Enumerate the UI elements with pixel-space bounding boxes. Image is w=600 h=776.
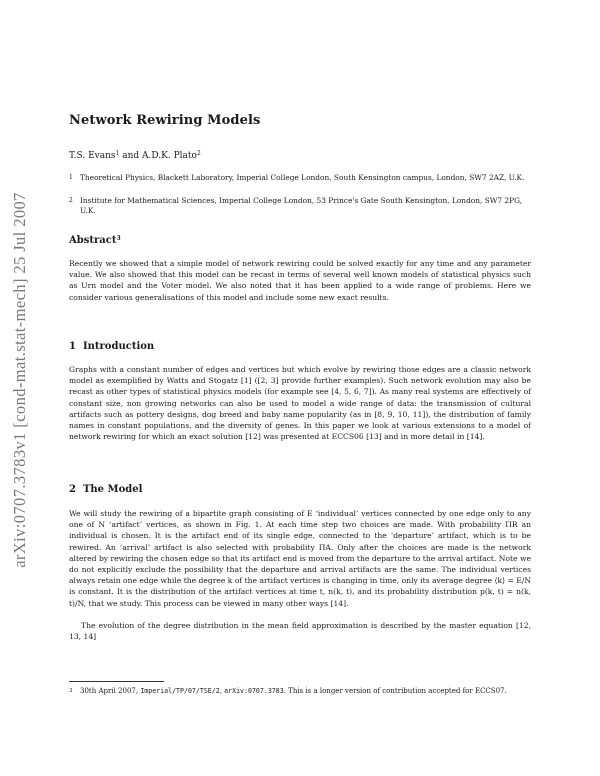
- affiliation-2: [69, 196, 531, 216]
- footnote-report-number: Imperial/TP/07/TSE/2: [140, 687, 220, 695]
- author-line: [69, 151, 201, 161]
- affiliation-2-text: Institute for Mathematical Sciences, Imperial College London, 53 Prince's Gate South Kensington, London, SW7 2PG, U.K.: [80, 196, 523, 215]
- footnote-text: [80, 686, 531, 696]
- section-2-heading: [69, 484, 142, 495]
- abstract-heading: [69, 235, 121, 246]
- section-2-paragraph-2: The evolution of the degree distribution in the mean field approximation is described by the master equation [12, 13, 14]: [69, 621, 531, 642]
- footnote-number: 3: [69, 688, 73, 694]
- abstract-heading-text: Abstract: [69, 235, 117, 246]
- affiliation-1-text: Theoretical Physics, Blackett Laboratory, Imperial College London, South Kensington campus, London, SW7 2AZ, U.K.: [80, 173, 525, 182]
- footnote: [69, 686, 531, 696]
- section-1-paragraph: Graphs with a constant number of edges and vertices but which evolve by rewiring those edges are a classic network model as exemplified by Watts and Stogatz [1] ([2, 3] provide further examples). Such network evolution may also be recast as other types of statistical physics models (for example see [4, 5, 6, 7]). As many real systems are effectively of constant size, non growing networks can also be used to model a wide range of data: the transmission of cultural artifacts such as pottery designs, dog breed and baby name popularity (as in [8, 9, 10, 11]), the distribution of family names in constant populations, and the diversity of genes. In this paper we look at various extensions to a model of network rewiring for which an exact solution [12] was presented at ECCS06 [13] and in more detail in [14].: [69, 365, 531, 442]
- affiliation-1: [69, 173, 531, 183]
- author-1-affiliation-mark: 1: [115, 150, 120, 157]
- arxiv-margin-stamp: [2, 150, 38, 610]
- footnote-divider: [69, 681, 164, 682]
- footnote-rest: . This is a longer version of contribution accepted for ECCS07.: [283, 687, 507, 695]
- section-1-heading: [69, 341, 154, 352]
- affiliation-2-number: 2: [69, 197, 73, 204]
- footnote-arxiv-id: arXiv:0707.3783: [224, 687, 284, 695]
- footnote-date: 30th April 2007,: [80, 687, 141, 695]
- section-2-paragraph-1: We will study the rewiring of a bipartite graph consisting of E ‘individual’ vertices connected by one edge only to any one of N ‘artifact’ vertices, as shown in Fig. 1. At each time step two choices are made. With probability ΠR an individual is chosen. It is the artifact end of its single edge, connected to the ‘departure’ artifact, which is to be rewired. An ‘arrival’ artifact is also selected with probability ΠA. Only after the choices are made is the network altered by rewiring the chosen edge so that its artifact end is moved from the departure to the arrival artifact. Note we do not explicitly exclude the possibility that the departure and arrival artifacts are the same. The individual vertices always retain one edge while the degree k of the artifact vertices is changing in time, only its average degree ⟨k⟩ = E/N is constant. It is the distribution of the artifact vertices at time t, n(k, t), and its probability distribution p(k, t) = n(k, t)/N, that we study. This process can be viewed in many other ways [14].: [69, 509, 531, 608]
- abstract-text: Recently we showed that a simple model of network rewiring could be solved exactly for any time and any parameter value. We also showed that this model can be recast in terms of several well known models of statistical physics such as Urn model and the Voter model. We also noted that it has been applied to a wide range of problems. Here we consider various generalisations of this model and include some new exact results.: [69, 259, 531, 302]
- author-connector: and: [119, 151, 143, 161]
- affiliation-1-number: 1: [69, 174, 73, 181]
- author-name-2: A.D.K. Plato: [142, 151, 197, 161]
- author-2-affiliation-mark: 2: [196, 150, 201, 157]
- abstract-footnote-mark: 3: [116, 235, 121, 242]
- footnote-separator: ,: [219, 687, 225, 695]
- section-2-number: 2: [69, 484, 76, 495]
- author-name-1: T.S. Evans: [69, 151, 116, 161]
- section-1-number: 1: [69, 341, 76, 352]
- paper-title: Network Rewiring Models: [69, 113, 261, 128]
- section-2-title: The Model: [82, 484, 143, 495]
- section-1-title: Introduction: [82, 341, 155, 352]
- arxiv-stamp-text: arXiv:0707.3783v1 [cond-mat.stat-mech] 25 Jul 2007: [10, 192, 30, 568]
